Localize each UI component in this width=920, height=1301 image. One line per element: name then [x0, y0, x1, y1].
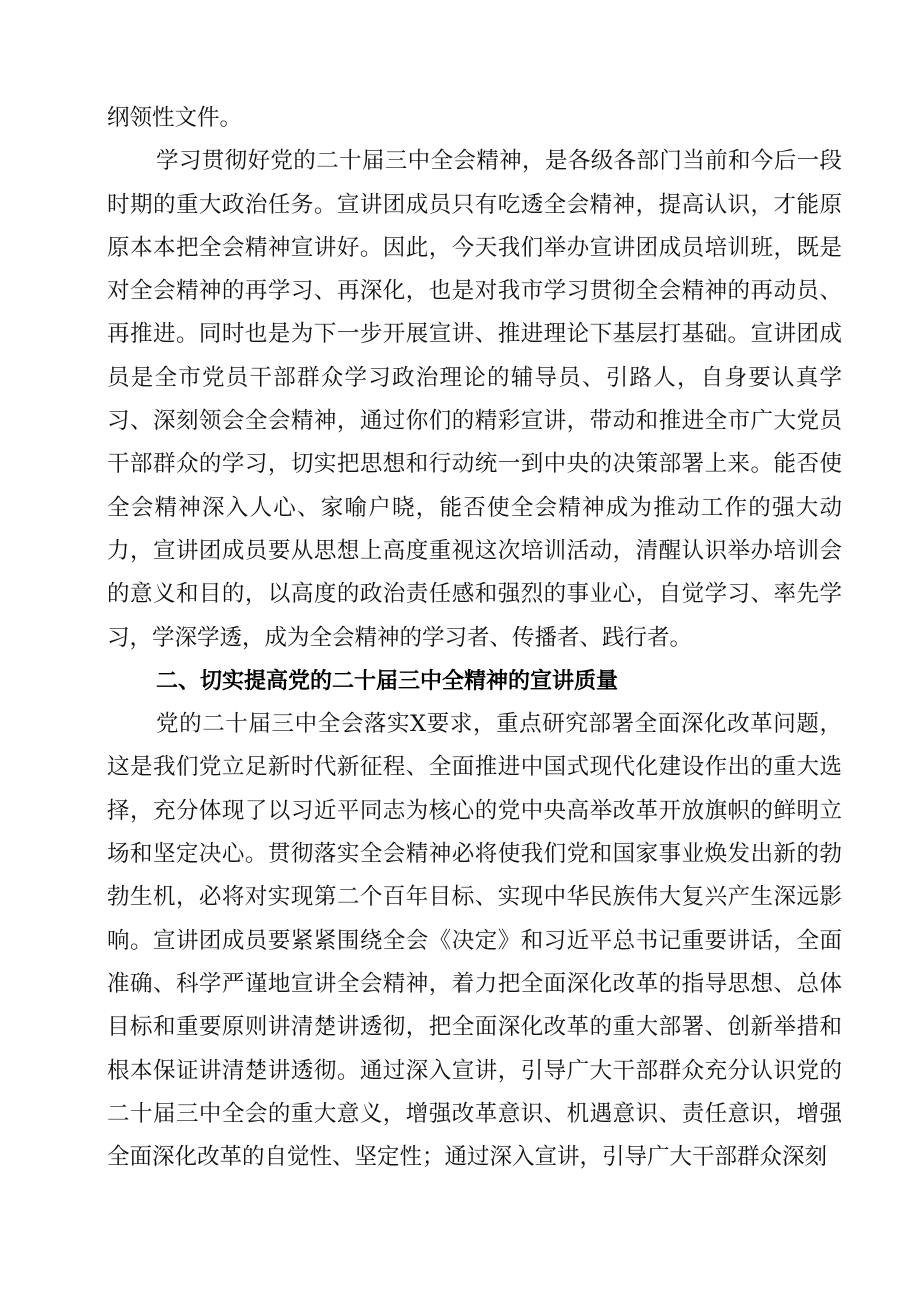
- paragraph-study-implement: 学习贯彻好党的二十届三中全会精神，是各级各部门当前和今后一段时期的重大政治任务。宣讲团成员只有吃透全会精神，提高认识，才能原原本本把全会精神宣讲好。因此，今天我们举办宣讲团成员培训班，既是对全会精神的再学习、再深化，也是对我市学习贯彻全会精神的再动员、再推进。同时也是为下一步开展宣讲、推进理论下基层打基础。宣讲团成员是全市党员干部群众学习政治理论的辅导员、引路人，自身要认真学习、深刻领会全会精神，通过你们的精彩宣讲，带动和推进全市广大党员干部群众的学习，切实把思想和行动统一到中央的决策部署上来。能否使全会精神深入人心、家喻户晓，能否使全会精神成为推动工作的强大动力，宣讲团成员要从思想上高度重视这次培训活动，清醒认识举办培训会的意义和目的，以高度的政治责任感和强烈的事业心，自觉学习、率先学习，学深学透，成为全会精神的学习者、传播者、践行者。: [107, 148, 842, 651]
- paragraph-continuation: 纲领性文件。: [107, 105, 243, 131]
- paragraph-lecture-quality: 党的二十届三中全会落实X要求，重点研究部署全面深化改革问题，这是我们党立足新时代新征程、全面推进中国式现代化建设作出的重大选择，充分体现了以习近平同志为核心的党中央高举改革开放旗帜的鲜明立场和坚定决心。贯彻落实全会精神必将使我们党和国家事业焕发出新的勃勃生机，必将对实现第二个百年目标、实现中华民族伟大复兴产生深远影响。宣讲团成员要紧紧围绕全会《决定》和习近平总书记重要讲话，全面准确、科学严谨地宣讲全会精神，着力把全面深化改革的指导思想、总体目标和重要原则讲清楚讲透彻，把全面深化改革的重大部署、创新举措和根本保证讲清楚讲透彻。通过深入宣讲，引导广大干部群众充分认识党的二十届三中全会的重大意义，增强改革意识、机遇意识、责任意识，增强全面深化改革的自觉性、坚定性；通过深入宣讲，引导广大干部群众深刻: [107, 711, 842, 1171]
- section-heading: 二、切实提高党的二十届三中全精神的宣讲质量: [156, 668, 619, 694]
- document-body: [107, 97, 842, 1179]
